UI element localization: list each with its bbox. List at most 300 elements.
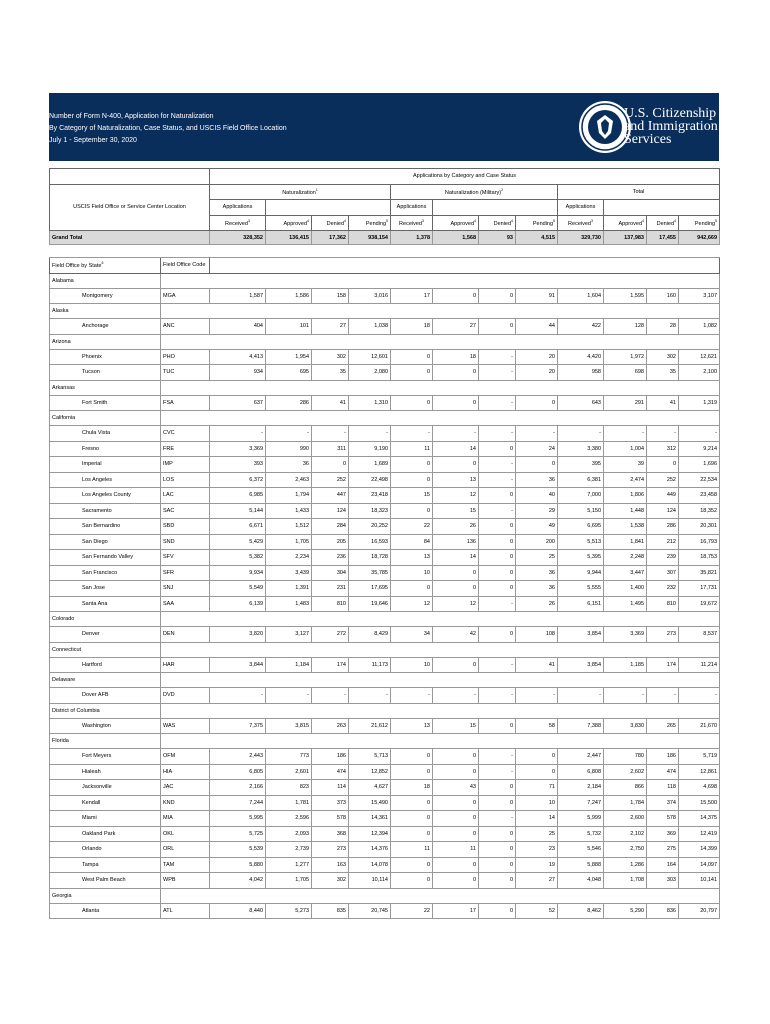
data-cell: 212 [647, 534, 679, 550]
data-cell: - [433, 688, 479, 704]
grand-total-cell: 17,362 [312, 231, 349, 245]
data-cell: 2,166 [210, 780, 266, 796]
data-cell: 474 [647, 764, 679, 780]
data-cell: 373 [312, 795, 349, 811]
data-cell: 5,995 [210, 811, 266, 827]
data-cell: 698 [604, 365, 647, 381]
table-row [50, 764, 720, 780]
data-cell: 0 [391, 873, 433, 889]
data-cell: 27 [516, 873, 558, 889]
state-row-label: California [50, 411, 161, 426]
data-cell: 44 [516, 319, 558, 335]
office-name: Fresno [50, 441, 161, 457]
office-code: WPB [161, 873, 210, 889]
data-cell: 14 [516, 811, 558, 827]
data-cell: 174 [647, 657, 679, 673]
data-cell: - [391, 426, 433, 442]
data-cell: 18,728 [349, 550, 391, 566]
data-cell: - [479, 503, 516, 519]
data-cell: 4,042 [210, 873, 266, 889]
data-cell: 5,713 [349, 749, 391, 765]
data-cell: 1,604 [558, 288, 604, 304]
data-cell: 9,934 [210, 565, 266, 581]
data-cell: 6,372 [210, 472, 266, 488]
data-cell: 643 [558, 395, 604, 411]
data-cell: 1,587 [210, 288, 266, 304]
data-cell: 34 [391, 627, 433, 643]
data-cell: - [312, 426, 349, 442]
data-cell: 17 [391, 288, 433, 304]
office-name: Phoenix [50, 349, 161, 365]
table-row [50, 395, 720, 411]
data-cell: 11,173 [349, 657, 391, 673]
data-cell: 84 [391, 534, 433, 550]
data-cell: 312 [647, 441, 679, 457]
state-row-label: Delaware [50, 673, 161, 688]
data-cell: - [391, 688, 433, 704]
data-cell: 5,382 [210, 550, 266, 566]
office-name: Los Angeles County [50, 488, 161, 504]
data-cell: 2,474 [604, 472, 647, 488]
data-cell: 4,698 [679, 780, 720, 796]
data-cell: 7,375 [210, 718, 266, 734]
data-cell: 1,448 [604, 503, 647, 519]
data-cell: 2,600 [604, 811, 647, 827]
data-cell: 0 [479, 795, 516, 811]
office-name: San Bernardino [50, 519, 161, 535]
table-row [50, 457, 720, 473]
data-cell: 27 [312, 319, 349, 335]
table-row [50, 565, 720, 581]
data-cell: 5,999 [558, 811, 604, 827]
data-cell: 5,725 [210, 826, 266, 842]
data-cell: 273 [647, 627, 679, 643]
data-cell: 19,672 [679, 596, 720, 612]
data-cell: - [479, 365, 516, 381]
table-row [50, 688, 720, 704]
data-cell: 15 [433, 718, 479, 734]
data-cell: 128 [604, 319, 647, 335]
data-cell: 3,380 [558, 441, 604, 457]
data-cell: 20,797 [679, 903, 720, 919]
data-cell: 1,319 [679, 395, 720, 411]
office-code: ANC [161, 319, 210, 335]
data-cell: 5,549 [210, 581, 266, 597]
data-cell: - [679, 688, 720, 704]
data-cell: 18,352 [679, 503, 720, 519]
office-code: OKL [161, 826, 210, 842]
data-cell: 303 [647, 873, 679, 889]
data-cell: 19,646 [349, 596, 391, 612]
data-cell: 2,463 [266, 472, 312, 488]
data-cell: - [479, 426, 516, 442]
data-cell: 1,696 [679, 457, 720, 473]
data-cell: 6,151 [558, 596, 604, 612]
data-cell: 3,107 [679, 288, 720, 304]
data-cell: 3,369 [210, 441, 266, 457]
office-name: San Francisco [50, 565, 161, 581]
title-line: July 1 - September 30, 2020 [49, 137, 137, 144]
data-cell: 0 [433, 395, 479, 411]
data-cell: 18,753 [679, 550, 720, 566]
data-cell: 7,000 [558, 488, 604, 504]
data-cell: 2,750 [604, 842, 647, 858]
data-cell: 311 [312, 441, 349, 457]
data-cell: 1,184 [266, 657, 312, 673]
data-cell: - [266, 688, 312, 704]
data-cell: 1,806 [604, 488, 647, 504]
data-cell: 0 [391, 503, 433, 519]
grand-total-cell: 329,730 [558, 231, 604, 245]
col-denied-header: Denied$^4$ [312, 215, 349, 231]
data-cell: - [679, 426, 720, 442]
data-cell: 21,612 [349, 718, 391, 734]
data-cell: - [516, 426, 558, 442]
office-code: MIA [161, 811, 210, 827]
data-cell: 0 [391, 457, 433, 473]
data-cell: 0 [479, 873, 516, 889]
grand-total-cell: 17,455 [647, 231, 679, 245]
data-cell: 1,038 [349, 319, 391, 335]
col-applications-label: Applications [210, 200, 266, 216]
data-cell: 6,805 [210, 764, 266, 780]
state-row-label: Arkansas [50, 380, 161, 395]
data-cell: 866 [604, 780, 647, 796]
data-cell: 958 [558, 365, 604, 381]
data-cell: 1,391 [266, 581, 312, 597]
data-cell: 12 [433, 596, 479, 612]
table-row [50, 749, 720, 765]
data-cell: - [479, 764, 516, 780]
data-cell: 35 [647, 365, 679, 381]
col-received-header: Received$^3$ [558, 215, 604, 231]
col-received-header: Received$^3$ [210, 215, 266, 231]
office-name: Dover AFB [50, 688, 161, 704]
data-cell: 8,462 [558, 903, 604, 919]
data-cell: 5,555 [558, 581, 604, 597]
data-cell: 0 [391, 349, 433, 365]
data-cell: 17 [433, 903, 479, 919]
data-cell: - [479, 657, 516, 673]
data-cell: 0 [391, 472, 433, 488]
data-cell: 1,185 [604, 657, 647, 673]
data-cell: 91 [516, 288, 558, 304]
data-cell: 2,443 [210, 749, 266, 765]
data-cell: 0 [391, 395, 433, 411]
data-cell: 0 [433, 764, 479, 780]
data-cell: 15 [391, 488, 433, 504]
data-cell: 823 [266, 780, 312, 796]
office-name: Sacramento [50, 503, 161, 519]
office-name: Chula Vista [50, 426, 161, 442]
data-cell: 265 [647, 718, 679, 734]
data-cell: 2,248 [604, 550, 647, 566]
table-row [50, 519, 720, 535]
data-cell: 1,781 [266, 795, 312, 811]
data-cell: 0 [433, 826, 479, 842]
data-cell: 6,985 [210, 488, 266, 504]
data-cell: 252 [647, 472, 679, 488]
table-row [50, 718, 720, 734]
data-cell: 1,004 [604, 441, 647, 457]
data-cell: 36 [516, 581, 558, 597]
data-cell: 3,820 [210, 627, 266, 643]
data-cell: 2,596 [266, 811, 312, 827]
data-cell: 41 [516, 657, 558, 673]
data-cell: 0 [433, 288, 479, 304]
table-row [50, 319, 720, 335]
data-cell: 41 [312, 395, 349, 411]
office-name: West Palm Beach [50, 873, 161, 889]
grand-total-cell: 136,415 [266, 231, 312, 245]
header-banner [49, 93, 719, 161]
state-row-label: District of Columbia [50, 703, 161, 718]
data-cell: 118 [647, 780, 679, 796]
data-cell: 22,498 [349, 472, 391, 488]
data-cell: 368 [312, 826, 349, 842]
office-code: ATL [161, 903, 210, 919]
data-cell: 1,400 [604, 581, 647, 597]
data-cell: 0 [479, 519, 516, 535]
data-cell: 9,214 [679, 441, 720, 457]
data-cell: 12,861 [679, 764, 720, 780]
data-cell: 3,016 [349, 288, 391, 304]
data-cell: 24 [516, 441, 558, 457]
office-code: MGA [161, 288, 210, 304]
office-code: KND [161, 795, 210, 811]
data-cell: 474 [312, 764, 349, 780]
data-cell: 163 [312, 857, 349, 873]
data-cell: 447 [312, 488, 349, 504]
data-cell: 12 [391, 596, 433, 612]
data-cell: 0 [391, 764, 433, 780]
data-cell: 2,102 [604, 826, 647, 842]
data-cell: 101 [266, 319, 312, 335]
data-cell: 236 [312, 550, 349, 566]
data-cell: 3,439 [266, 565, 312, 581]
data-cell: 2,739 [266, 842, 312, 858]
title-line: By Category of Naturalization, Case Status, and USCIS Field Office Location [49, 125, 287, 132]
table-row [50, 349, 720, 365]
table-row [50, 826, 720, 842]
data-cell: 0 [391, 857, 433, 873]
data-cell: 39 [604, 457, 647, 473]
data-cell: 578 [647, 811, 679, 827]
table-row [50, 842, 720, 858]
data-cell: 5,732 [558, 826, 604, 842]
data-cell: 10 [516, 795, 558, 811]
office-name: San Jose [50, 581, 161, 597]
data-cell: 449 [647, 488, 679, 504]
data-cell: 0 [516, 457, 558, 473]
data-cell: - [604, 688, 647, 704]
data-cell: 0 [433, 873, 479, 889]
data-cell: 124 [647, 503, 679, 519]
grand-total-cell: 93 [479, 231, 516, 245]
data-cell: 273 [312, 842, 349, 858]
data-cell: 200 [516, 534, 558, 550]
data-cell: 369 [647, 826, 679, 842]
top-header: Applications by Category and Case Status [210, 169, 720, 185]
data-cell: 0 [391, 795, 433, 811]
data-cell: 0 [479, 627, 516, 643]
data-cell: 4,413 [210, 349, 266, 365]
table-row [50, 795, 720, 811]
data-cell: 186 [312, 749, 349, 765]
data-cell: - [479, 811, 516, 827]
office-code: HIA [161, 764, 210, 780]
data-cell: 6,381 [558, 472, 604, 488]
data-cell: 16,593 [349, 534, 391, 550]
data-cell: 8,429 [349, 627, 391, 643]
col-approved-header: Approved$^4$ [266, 215, 312, 231]
data-cell: 0 [433, 565, 479, 581]
office-name: Santa Ana [50, 596, 161, 612]
data-cell: 11 [391, 441, 433, 457]
data-cell: 10,141 [679, 873, 720, 889]
table-row [50, 503, 720, 519]
data-cell: 3,369 [604, 627, 647, 643]
office-name: Kendall [50, 795, 161, 811]
state-row-label: Arizona [50, 334, 161, 349]
data-cell: 124 [312, 503, 349, 519]
data-cell: 5,539 [210, 842, 266, 858]
grand-total-cell: 1,378 [391, 231, 433, 245]
grand-total-cell: 942,669 [679, 231, 720, 245]
data-cell: - [558, 426, 604, 442]
data-cell: 26 [433, 519, 479, 535]
data-cell: 18,323 [349, 503, 391, 519]
office-code: TUC [161, 365, 210, 381]
data-cell: 2,184 [558, 780, 604, 796]
data-cell: 1,689 [349, 457, 391, 473]
data-cell: 14 [433, 550, 479, 566]
data-cell: - [210, 426, 266, 442]
data-cell: 0 [391, 581, 433, 597]
data-cell: - [516, 688, 558, 704]
brand-line: U.S. Citizenship [624, 106, 717, 121]
table-row [50, 581, 720, 597]
data-cell: 20 [516, 365, 558, 381]
grand-total-cell: 938,154 [349, 231, 391, 245]
data-cell: 275 [647, 842, 679, 858]
office-name: San Fernando Valley [50, 550, 161, 566]
data-cell: 5,546 [558, 842, 604, 858]
data-cell: 22,534 [679, 472, 720, 488]
data-cell: 12,601 [349, 349, 391, 365]
office-code: IMP [161, 457, 210, 473]
data-cell: 0 [433, 365, 479, 381]
table-row [50, 903, 720, 919]
data-cell: 578 [312, 811, 349, 827]
data-cell: 239 [647, 550, 679, 566]
state-row-label: Georgia [50, 888, 161, 903]
office-name: Oakland Park [50, 826, 161, 842]
office-code: LOS [161, 472, 210, 488]
data-cell: 11 [433, 842, 479, 858]
grand-total-cell: 1,568 [433, 231, 479, 245]
data-cell: 0 [433, 795, 479, 811]
data-cell: 49 [516, 519, 558, 535]
data-cell: 36 [516, 472, 558, 488]
data-cell: 4,420 [558, 349, 604, 365]
office-name: Imperial [50, 457, 161, 473]
data-cell: 20,252 [349, 519, 391, 535]
data-cell: 2,093 [266, 826, 312, 842]
data-cell: 422 [558, 319, 604, 335]
brand-line: and Immigration [624, 119, 718, 134]
data-cell: 0 [516, 764, 558, 780]
data-cell: 8,537 [679, 627, 720, 643]
data-cell: 1,705 [266, 534, 312, 550]
office-name: Miami [50, 811, 161, 827]
data-cell: 12,394 [349, 826, 391, 842]
data-cell: 307 [647, 565, 679, 581]
data-cell: 35,821 [679, 565, 720, 581]
data-cell: 18 [391, 319, 433, 335]
data-cell: - [433, 426, 479, 442]
office-code: WAS [161, 718, 210, 734]
office-name: Fort Smith [50, 395, 161, 411]
data-cell: 5,273 [266, 903, 312, 919]
col-applications-label: Applications [391, 200, 433, 216]
data-cell: - [210, 688, 266, 704]
table-row [50, 288, 720, 304]
data-cell: 36 [516, 565, 558, 581]
office-code: ORL [161, 842, 210, 858]
data-cell: 0 [479, 718, 516, 734]
data-cell: 14,097 [679, 857, 720, 873]
office-name: Jacksonville [50, 780, 161, 796]
data-cell: 836 [647, 903, 679, 919]
office-code: SAA [161, 596, 210, 612]
data-cell: 1,277 [266, 857, 312, 873]
data-cell: 3,844 [210, 657, 266, 673]
data-cell: 0 [391, 749, 433, 765]
data-cell: 0 [433, 857, 479, 873]
table-row [50, 873, 720, 889]
data-cell: 3,815 [266, 718, 312, 734]
data-cell: 5,395 [558, 550, 604, 566]
data-cell: 7,247 [558, 795, 604, 811]
data-cell: 5,290 [604, 903, 647, 919]
data-cell: 58 [516, 718, 558, 734]
data-cell: 5,880 [210, 857, 266, 873]
uscis-brand [624, 107, 718, 146]
group-military: Naturalization (Military)$^2$ [391, 184, 558, 200]
data-cell: - [479, 688, 516, 704]
data-cell: 20,745 [349, 903, 391, 919]
office-code: SNJ [161, 581, 210, 597]
data-cell: 1,972 [604, 349, 647, 365]
data-cell: 1,538 [604, 519, 647, 535]
data-cell: 3,854 [558, 657, 604, 673]
data-cell: 12 [433, 488, 479, 504]
grand-total-label: Grand Total [50, 231, 210, 245]
office-name: Denver [50, 627, 161, 643]
data-cell: 18 [433, 349, 479, 365]
data-cell: 158 [312, 288, 349, 304]
data-cell: 1,495 [604, 596, 647, 612]
field-office-code-header: Field Office Code [161, 258, 210, 274]
data-cell: 164 [647, 857, 679, 873]
col-denied-header: Denied$^4$ [479, 215, 516, 231]
data-cell: 0 [479, 581, 516, 597]
data-cell: 3,830 [604, 718, 647, 734]
table-row [50, 550, 720, 566]
data-cell: 43 [433, 780, 479, 796]
data-cell: 14,078 [349, 857, 391, 873]
